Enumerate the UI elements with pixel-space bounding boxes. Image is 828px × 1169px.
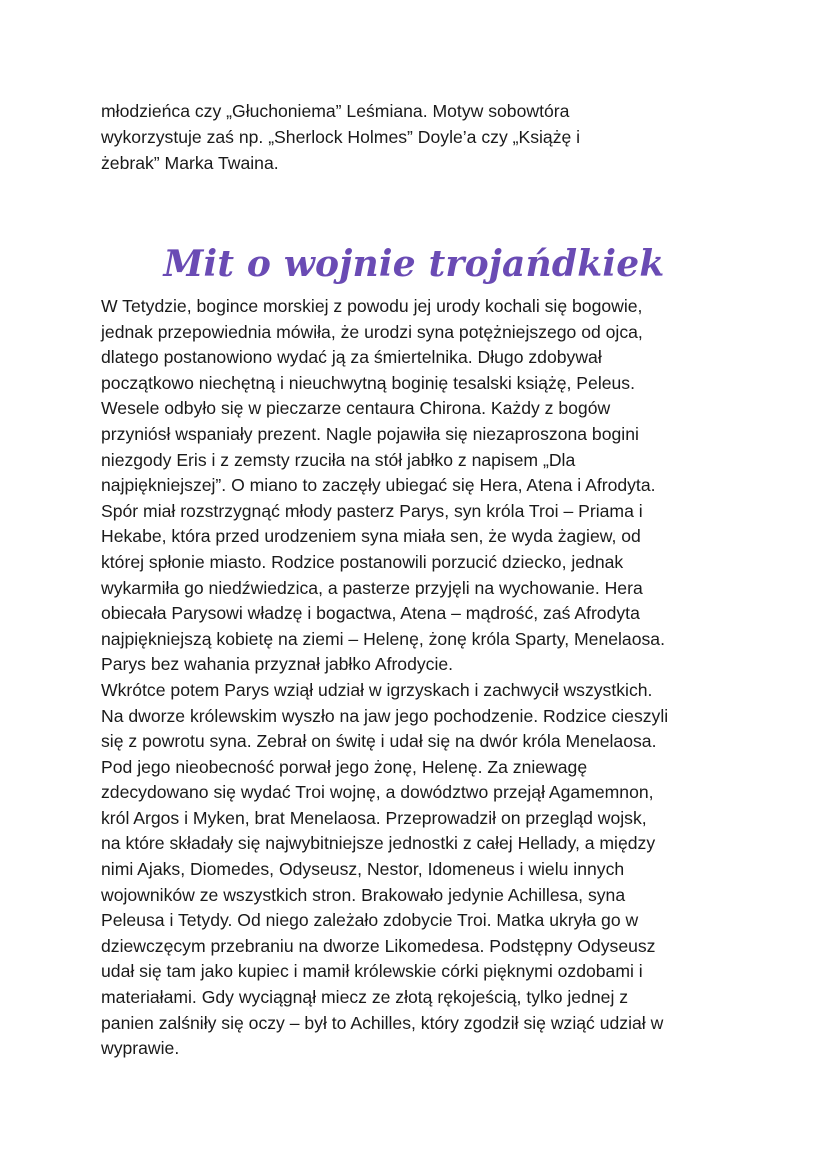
body-line: niezgody Eris i z zemsty rzuciła na stół jabłko z napisem „Dla [101,449,576,470]
body-line: Spór miał rozstrzygnąć młody pasterz Parys, syn króla Troi – Priama i [101,500,643,521]
body-line: Na dworze królewskim wyszło na jaw jego pochodzenie. Rodzice cieszyli [101,705,669,726]
section-title: Mit o wojnie trojańdkiek [163,243,665,285]
body-line: której spłonie miasto. Rodzice postanowili porzucić dziecko, jednak [101,551,624,572]
body-line: najpiękniejszej”. O miano to zaczęły ubiegać się Hera, Atena i Afrodyta. [101,475,656,496]
body-line: najpiękniejszą kobietę na ziemi – Helenę, żonę króla Sparty, Menelaosa. [101,628,665,649]
intro-line: młodzieńca czy „Głuchoniema” Leśmiana. Motyw sobowtóra [101,101,570,121]
body-line: nimi Ajaks, Diomedes, Odyseusz, Nestor, Idomeneus i wielu innych [101,859,625,880]
body-line: W Tetydzie, bogince morskiej z powodu jej urody kochali się bogowie, [101,296,643,316]
intro-line: wykorzystuje zaś np. „Sherlock Holmes” Doyle’a czy „Książę i [101,127,581,147]
body-line: na które składały się najwybitniejsze jednostki z całej Hellady, a między [101,833,656,854]
body-line: jednak przepowiednia mówiła, że urodzi syna potężniejszego od ojca, [101,321,643,342]
body-paragraph [101,294,751,1062]
body-line: Wkrótce potem Parys wziął udział w igrzyskach i zachwycił wszystkich. [101,679,653,700]
body-line: wyprawie. [101,1038,180,1059]
body-line: materiałami. Gdy wyciągnął miecz ze złotą rękojeścią, tylko jednej z [101,987,629,1008]
body-line: panien zalśniły się oczy – był to Achilles, który zgodził się wziąć udział w [101,1012,664,1033]
body-line: przyniósł wspaniały prezent. Nagle pojawiła się niezaproszona bogini [101,423,639,444]
body-line: wojowników ze wszystkich stron. Brakowało jedynie Achillesa, syna [101,884,626,905]
body-line: początkowo niechętną i nieuchwytną boginię tesalski książę, Peleus. [101,372,635,393]
body-line: dziewczęcym przebraniu na dworze Likomedesa. Podstępny Odyseusz [101,935,656,956]
body-line: Wesele odbyło się w pieczarze centaura Chirona. Każdy z bogów [101,398,611,419]
body-line: król Argos i Myken, brat Menelaosa. Przeprowadził on przegląd wojsk, [101,807,647,828]
body-line: Parys bez wahania przyznał jabłko Afrodycie. [101,654,454,675]
body-line: wykarmiła go niedźwiedzica, a pasterze przyjęli na wychowanie. Hera [101,577,643,598]
body-line: udał się tam jako kupiec i mamił królewskie córki pięknymi ozdobami i [101,961,643,982]
body-line: się z powrotu syna. Zebrał on świtę i udał się na dwór króla Menelaosa. [101,731,657,752]
body-line: zdecydowano się wydać Troi wojnę, a dowództwo przejął Agamemnon, [101,782,654,803]
body-line: Peleusa i Tetydy. Od niego zależało zdobycie Troi. Matka ukryła go w [101,910,639,931]
intro-paragraph [101,98,741,176]
body-line: dlatego postanowiono wydać ją za śmiertelnika. Długo zdobywał [101,347,602,368]
body-line: obiecała Parysowi władzę i bogactwa, Atena – mądrość, zaś Afrodyta [101,603,640,624]
body-line: Hekabe, która przed urodzeniem syna miała sen, że wyda żagiew, od [101,526,641,547]
body-line: Pod jego nieobecność porwał jego żonę, Helenę. Za zniewagę [101,756,588,777]
intro-line: żebrak” Marka Twaina. [101,153,279,173]
